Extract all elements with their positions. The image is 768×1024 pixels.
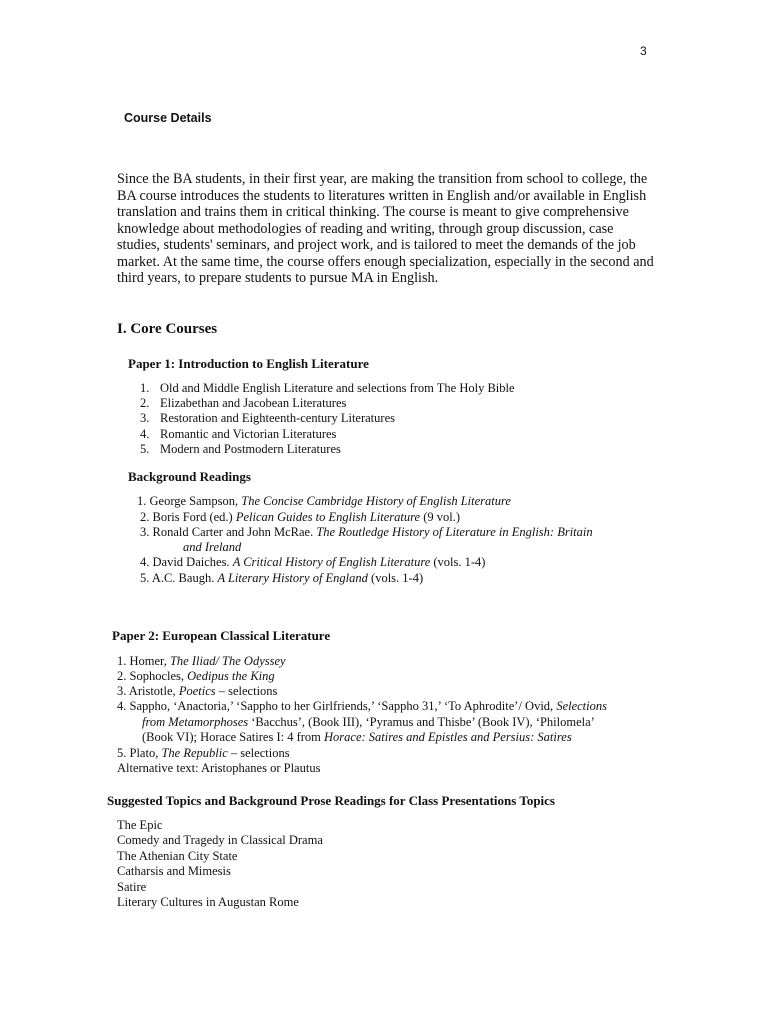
list-item: 3. Restoration and Eighteenth-century Literatures <box>140 411 395 425</box>
text-item: 5. Plato, The Republic – selections <box>117 746 290 760</box>
text-item: 4. Sappho, ‘Anactoria,’ ‘Sappho to her Girlfriends,’ ‘Sappho 31,’ ‘To Aphrodite’/ Ovid, Selections <box>117 699 607 713</box>
intro-paragraph: Since the BA students, in their first year, are making the transition from school to college, the BA course introduces the students to literatures written in English and/or available in English translation and trains them in critical thinking. The course is meant to give comprehensive knowledge about methodologies of reading and writing, through group discussion, case studies, students' seminars, and project work, and is tailored to meet the demands of the job market. At the same time, the course offers enough specialization, especially in the second and third years, to prepare students to pursue MA in English. <box>117 171 654 286</box>
reading-item: 3. Ronald Carter and John McRae. The Routledge History of Literature in English: Britain <box>140 525 593 539</box>
list-item: 2. Elizabethan and Jacobean Literatures <box>140 396 347 410</box>
list-item: 1. Old and Middle English Literature and selections from The Holy Bible <box>140 381 515 395</box>
reading-item: 5. A.C. Baugh. A Literary History of England (vols. 1-4) <box>140 571 424 585</box>
paper2-title: Paper 2: European Classical Literature <box>112 628 331 643</box>
text-item: Alternative text: Aristophanes or Plautus <box>117 761 321 775</box>
topic-item: Comedy and Tragedy in Classical Drama <box>117 833 323 847</box>
reading-item: 4. David Daiches. A Critical History of English Literature (vols. 1-4) <box>140 555 486 569</box>
text-item: 3. Aristotle, Poetics – selections <box>117 684 278 698</box>
background-readings-title: Background Readings <box>128 469 251 484</box>
list-item: 5. Modern and Postmodern Literatures <box>140 442 341 456</box>
reading-item-continuation: and Ireland <box>183 540 242 554</box>
topic-item: Literary Cultures in Augustan Rome <box>117 895 299 909</box>
core-courses-heading: I. Core Courses <box>117 321 218 337</box>
page-number: 3 <box>640 44 647 58</box>
section-heading-course-details: Course Details <box>124 111 212 125</box>
topic-item: Catharsis and Mimesis <box>117 864 231 878</box>
reading-item: 2. Boris Ford (ed.) Pelican Guides to English Literature (9 vol.) <box>140 510 461 524</box>
topic-item: The Athenian City State <box>117 849 238 863</box>
list-item: 4. Romantic and Victorian Literatures <box>140 427 337 441</box>
text-item: 2. Sophocles, Oedipus the King <box>117 669 275 683</box>
text-item: 1. Homer, The Iliad/ The Odyssey <box>117 654 286 668</box>
text-item-continuation: (Book VI); Horace Satires I: 4 from Horace: Satires and Epistles and Persius: Satires <box>142 730 572 744</box>
paper1-title: Paper 1: Introduction to English Literature <box>128 356 369 371</box>
suggested-topics-title: Suggested Topics and Background Prose Readings for Class Presentations Topics <box>107 793 555 808</box>
text-item-continuation: from Metamorphoses ‘Bacchus’, (Book III), ‘Pyramus and Thisbe’ (Book IV), ‘Philomela’ <box>142 715 595 729</box>
topic-item: Satire <box>117 880 147 894</box>
topic-item: The Epic <box>117 818 163 832</box>
reading-item: 1. George Sampson, The Concise Cambridge History of English Literature <box>137 494 511 508</box>
